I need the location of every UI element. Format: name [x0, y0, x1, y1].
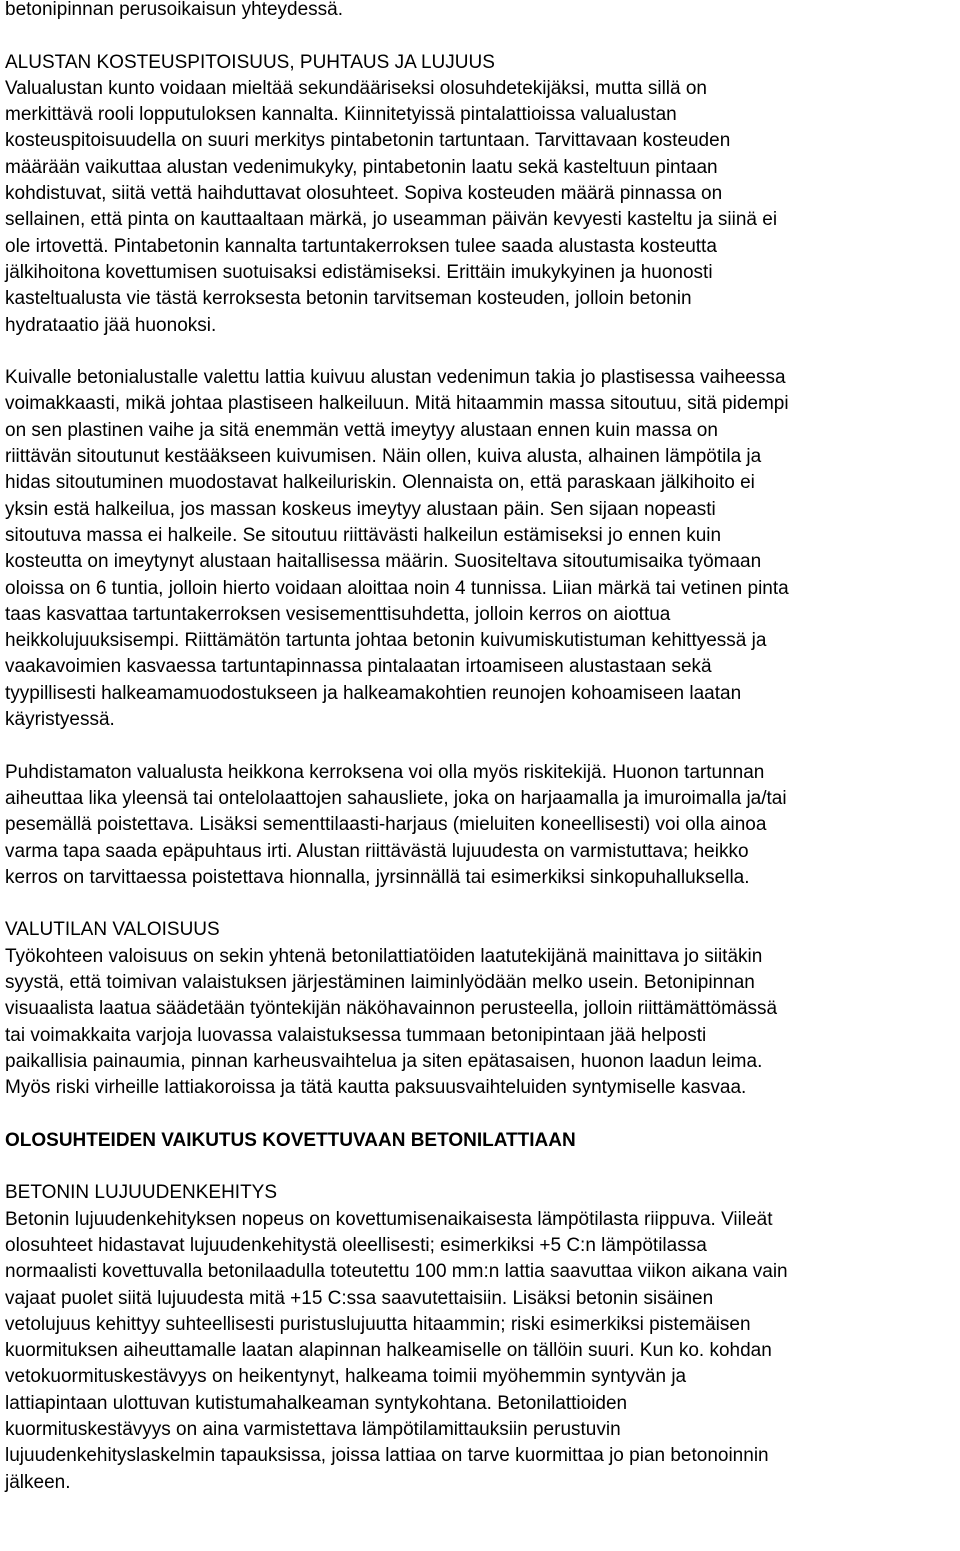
text-line: Betonin lujuudenkehityksen nopeus on kovettumisenaikaisesta lämpötilasta riippuva. Viileät: [5, 1208, 773, 1230]
text-line: olosuhteet hidastavat lujuudenkehitystä oleellisesti; esimerkiksi +5 C:n lämpötilassa: [5, 1234, 707, 1256]
spacer: [5, 891, 957, 917]
text-line: oloissa on 6 tuntia, jolloin hierto voidaan aloittaa noin 4 tunnissa. Liian märkä tai vetinen pinta: [5, 577, 789, 599]
text-line: jälkihoitona kovettumisen suotuisaksi edistämiseksi. Erittäin imukykyinen ja huonosti: [5, 261, 713, 283]
text-line: kosteutta on imeytynyt alustaan haitallisessa määrin. Suositeltava sitoutumisaika työmaan: [5, 551, 762, 573]
text-line: sellainen, että pinta on kauttaaltaan märkä, jo useamman päivän kevyesti kasteltu ja siinä ei: [5, 209, 778, 231]
text-line: hidas sitoutuminen muodostavat halkeiluriskin. Olennaista on, että paraskaan jälkihoito ei: [5, 472, 755, 494]
text-line: visuaalista laatua säädetään työntekijän näköhavainnon perusteella, jolloin riittämättömässä: [5, 998, 778, 1020]
paragraph: [5, 76, 957, 339]
text-line: pesemällä poistettava. Lisäksi sementtilaasti-harjaus (mieluiten koneellisesti) voi olla ainoa: [5, 814, 767, 836]
spacer: [5, 1154, 957, 1180]
text-line: riittävän sitoutunut kestääkseen kuivumisen. Näin ollen, kuiva alusta, alhainen lämpötila ja: [5, 446, 762, 468]
text-line: Puhdistamaton valualusta heikkona kerroksena voi olla myös riskitekijä. Huonon tartunnan: [5, 761, 765, 783]
text-line: normaalisti kovettuvalla betonilaadulla toteutettu 100 mm:n lattia saavuttaa viikon aikana vain: [5, 1261, 788, 1283]
text-line: Työkohteen valoisuus on sekin yhtenä betonilattiatöiden laatutekijänä mainittava jo siitäkin: [5, 945, 763, 967]
text-line: kuormituksen aiheuttamalle laatan alapinnan halkeamiselle on tällöin suuri. Kun ko. kohdan: [5, 1340, 772, 1362]
section-heading: ALUSTAN KOSTEUSPITOISUUS, PUHTAUS JA LUJUUS: [5, 51, 495, 73]
text-line: paikallisia painaumia, pinnan karheusvaihtelua ja siten epätasaisen, huonon laadun leima.: [5, 1050, 763, 1072]
text-line: käyristyessä.: [5, 709, 115, 731]
text-line: heikkolujuuksisempi. Riittämätön tartunta johtaa betonin kuivumiskutistuman kehittyessä ja: [5, 630, 767, 652]
text-line: syystä, että toimivan valaistuksen järjestäminen laiminlyödään melko usein. Betonipinnan: [5, 971, 755, 993]
text-line: ole irtovettä. Pintabetonin kannalta tartuntakerroksen tulee saada alustasta kosteutta: [5, 235, 717, 257]
spacer: [5, 733, 957, 759]
text-line: määrään vaikuttaa alustan vedenimukyky, pintabetonin laatu sekä kasteltuun pintaan: [5, 156, 718, 178]
text-line: kosteuspitoisuudella on suuri merkitys pintabetonin tartuntaan. Tarvittavaan kosteuden: [5, 130, 731, 152]
section-heading: BETONIN LUJUUDENKEHITYS: [5, 1182, 278, 1204]
text-line: jälkeen.: [5, 1471, 71, 1493]
document-page: [5, 0, 957, 1496]
text-line: kerros on tarvittaessa poistettava hionnalla, jyrsinnällä tai esimerkiksi sinkopuhalluksella.: [5, 866, 750, 888]
text-line: vajaat puolet siitä lujuudesta mitä +15 C:ssa saavutettaisiin. Lisäksi betonin sisäinen: [5, 1287, 714, 1309]
text-line: kasteltualusta vie tästä kerroksesta betonin tarvitseman kosteuden, jolloin betonin: [5, 288, 692, 310]
section-lighting: [5, 917, 957, 1101]
text-line: sitoutuva massa ei halkeile. Se sitoutuu riittävästi halkeilun estämiseksi jo ennen kuin: [5, 524, 722, 546]
paragraph: [5, 760, 957, 891]
text-line: vetolujuus kehittyy suhteellisesti puristuslujuutta hitaammin; riski esimerkiksi pistemäisen: [5, 1313, 751, 1335]
text-line: voimakkaasti, mikä johtaa plastiseen halkeiluun. Mitä hitaammin massa sitoutuu, sitä pidempi: [5, 393, 789, 415]
spacer: [5, 23, 957, 49]
text-line: taas kasvattaa tartuntakerroksen vesisementtisuhdetta, jolloin kerros on aiottua: [5, 603, 671, 625]
spacer: [5, 1101, 957, 1127]
intro-line: betonipinnan perusoikaisun yhteydessä.: [5, 0, 344, 20]
text-line: lujuudenkehityslaskelmin tapauksissa, joissa lattiaa on tarve kuormittaa jo pian betonoinnin: [5, 1445, 769, 1467]
text-line: tai voimakkaita varjoja luovassa valaistuksessa tummaan betonipintaan jää helposti: [5, 1024, 707, 1046]
text-line: tyypillisesti halkeamamuodostukseen ja halkeamakohtien reunojen kohoamiseen laatan: [5, 682, 742, 704]
text-line: lattiapintaan ulottuvan kutistumahalkeaman syntykohtana. Betonilattioiden: [5, 1392, 628, 1414]
section-moisture: [5, 50, 957, 892]
main-heading: OLOSUHTEIDEN VAIKUTUS KOVETTUVAAN BETONILATTIAAN: [5, 1129, 576, 1151]
paragraph: [5, 944, 957, 1102]
text-line: kuormituskestävyys on aina varmistettava lämpötilamittauksiin perustuvin: [5, 1419, 621, 1441]
section-heading: VALUTILAN VALOISUUS: [5, 919, 220, 941]
text-line: Kuivalle betonialustalle valettu lattia kuivuu alustan vedenimun takia jo plastisessa vaiheessa: [5, 367, 786, 389]
text-line: on sen plastinen vaihe ja sitä enemmän vettä imeytyy alustaan ennen kuin massa on: [5, 419, 718, 441]
paragraph: [5, 1207, 957, 1496]
text-line: yksin estä halkeilua, jos massan koskeus imeytyy alustaan päin. Sen sijaan nopeasti: [5, 498, 716, 520]
spacer: [5, 339, 957, 365]
text-line: aiheuttaa lika yleensä tai ontelolaattojen sahausliete, joka on harjaamalla ja imuroimalla ja/tai: [5, 787, 787, 809]
text-line: vaakavoimien kasvaessa tartuntapinnassa pintalaatan irtoamiseen alustastaan sekä: [5, 656, 712, 678]
text-line: Myös riski virheille lattiakoroissa ja tätä kautta paksuusvaihteluiden syntymiselle kasvaa.: [5, 1077, 747, 1099]
text-line: varma tapa saada epäpuhtaus irti. Alustan riittävästä lujuudesta on varmistuttava; heikko: [5, 840, 749, 862]
text-line: kohdistuvat, siitä vettä haihduttavat olosuhteet. Sopiva kosteuden määrä pinnassa on: [5, 183, 723, 205]
text-line: vetokuormituskestävyys on heikentynyt, halkeama toimii myöhemmin syntyvän ja: [5, 1366, 687, 1388]
text-line: Valualustan kunto voidaan mieltää sekundääriseksi olosuhdetekijäksi, mutta sillä on: [5, 77, 707, 99]
paragraph: [5, 365, 957, 733]
text-line: merkittävä rooli lopputuloksen kannalta. Kiinnitetyissä pintalattioissa valualustan: [5, 104, 677, 126]
section-strength: [5, 1180, 957, 1496]
text-line: hydrataatio jää huonoksi.: [5, 314, 217, 336]
